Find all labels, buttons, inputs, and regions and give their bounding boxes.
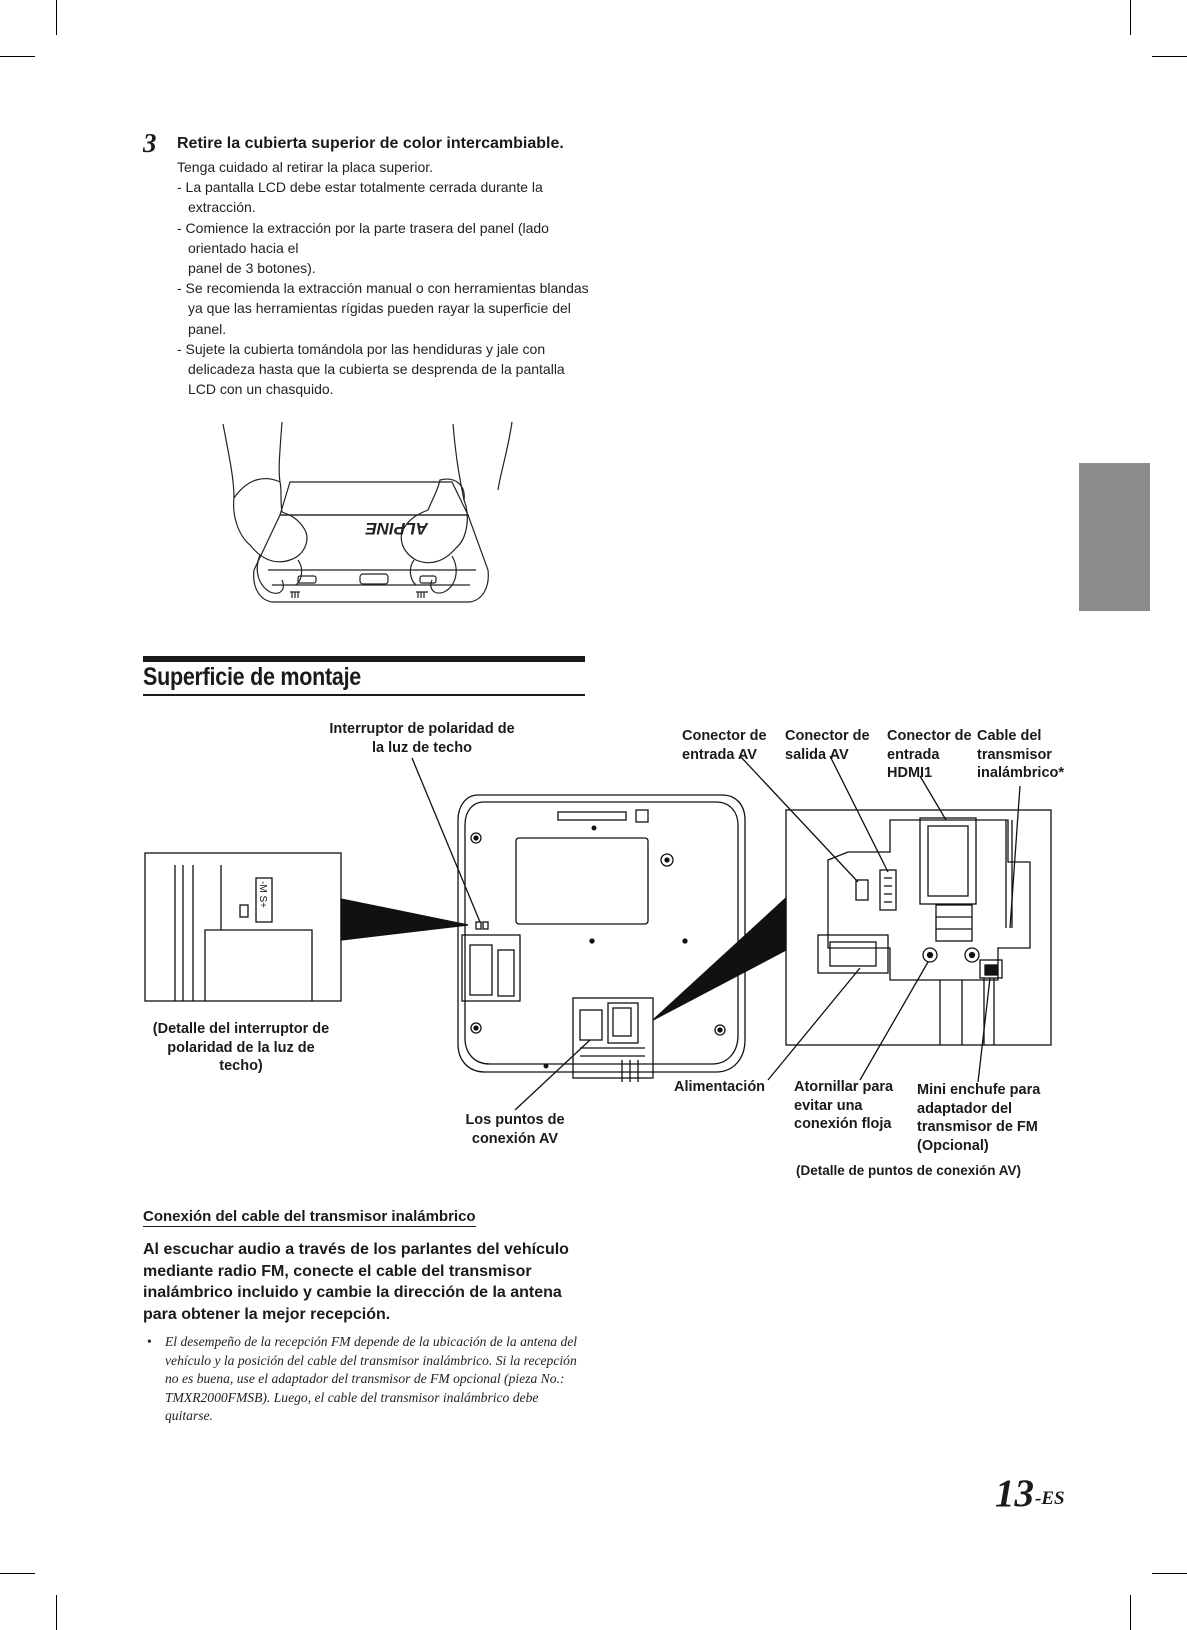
label-polarity-switch: Interruptor de polaridad de la luz de techo [329,721,515,756]
switch-callout-wedge [341,899,468,940]
step-bullet: - Comience la extracción por la parte trasera del panel (lado orientado hacia el [177,219,549,256]
leader-power [768,968,860,1080]
wireless-note [147,1333,587,1426]
label-hdmi-input: Conector de entrada HDMI1 [887,728,972,781]
label-screw: Atornillar para evitar una conexión floja [794,1079,894,1132]
leader-av-out [830,756,888,872]
wireless-lead: Al escuchar audio a través de los parlantes del vehículo mediante radio FM, conecte el cable del transmisor inalámbrico incluido y cambie la dirección de la antena para obtener la mejor recepción. [143,1241,569,1323]
step-bullet: - Sujete la cubierta tomándola por las hendiduras y jale con delicadeza hasta que la cubierta se desprenda de la pantalla LCD con un chasquido. [177,340,565,398]
step-bullet: panel de 3 botones). [188,260,316,277]
label-power: Alimentación [674,1079,766,1095]
leader-av-points [515,1040,590,1110]
page-number: 13 [995,1472,1034,1515]
av-callout-wedge [653,898,786,1020]
switch-marking-text: -M S+ [257,881,268,908]
page-suffix: -ES [1035,1488,1065,1509]
section-title: Superficie de montaje [143,663,362,691]
label-av-output: Conector de salida AV [785,728,870,763]
label-switch-detail: (Detalle del interruptor de polaridad de la luz de techo) [152,1021,330,1074]
label-av-detail: (Detalle de puntos de conexión AV) [796,1163,1022,1178]
label-av-points: Los puntos de conexión AV [465,1112,565,1147]
wireless-note-text: El desempeño de la recepción FM depende de la ubicación de la antena del vehículo y la posición del cable del transmisor inalámbrico. Si la recepción no es buena, use el adaptador del transmisor de FM opcional (pieza No.: TMXR2000FMSB). Luego, el cable del transmisor inalámbrico debe quitarse. [165,1334,578,1423]
label-av-input: Conector de entrada AV [682,728,767,763]
step-number: 3 [143,128,157,158]
step-title: Retire la cubierta superior de color intercambiable. [177,135,564,152]
wireless-heading: Conexión del cable del transmisor inalámbrico [143,1208,476,1225]
leader-switch [412,758,480,922]
bullet-icon: • [147,1334,152,1349]
label-mini-jack: Mini enchufe para adaptador del transmisor de FM (Opcional) [917,1082,1041,1154]
step-intro: Tenga cuidado al retirar la placa superior. [177,159,434,175]
step-bullet: - Se recomienda la extracción manual o con herramientas blandas ya que las herramientas rígidas pueden rayar la superficie del panel. [177,280,589,337]
step-bullet: - La pantalla LCD debe estar totalmente cerrada durante la extracción. [177,179,543,216]
alpine-logo-text: ALPINE [365,519,428,538]
label-wireless-cable: Cable del transmisor inalámbrico* [977,728,1065,781]
leader-av-in [740,756,858,882]
leader-hdmi [920,776,946,820]
